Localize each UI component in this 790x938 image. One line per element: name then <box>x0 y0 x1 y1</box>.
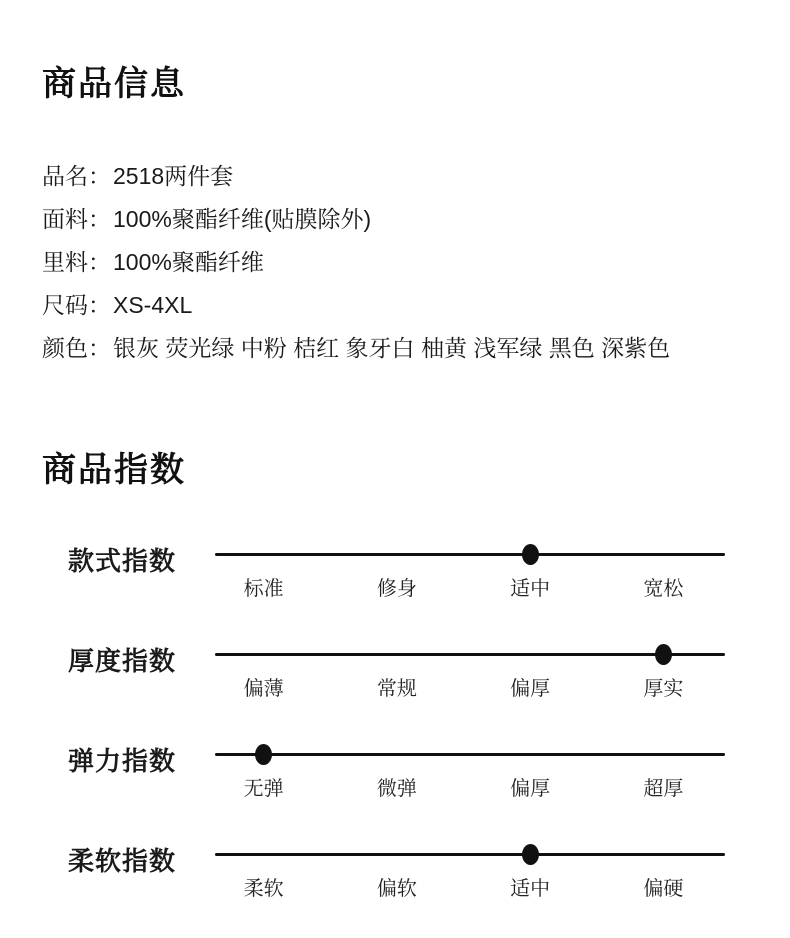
info-row-size <box>42 284 762 327</box>
slider-option: 宽松 <box>643 578 684 600</box>
slider-option: 偏薄 <box>243 678 284 700</box>
info-label: 品名： <box>42 163 111 189</box>
slider-option: 适中 <box>510 578 551 600</box>
slider-option: 适中 <box>510 878 551 900</box>
slider-option: 厚实 <box>643 678 684 700</box>
info-label: 颜色： <box>42 335 111 361</box>
slider-row-elasticity-index <box>0 705 790 805</box>
info-label: 面料： <box>42 206 111 232</box>
slider-options <box>197 772 730 801</box>
slider-option: 无弹 <box>243 778 284 800</box>
product-info-title: 商品信息 <box>42 65 186 103</box>
product-info-list <box>42 155 762 370</box>
info-label: 里料： <box>42 249 111 275</box>
info-label: 尺码： <box>42 292 111 318</box>
slider-option: 偏厚 <box>510 678 551 700</box>
slider-track <box>215 753 725 756</box>
slider-label: 弹力指数 <box>68 746 177 776</box>
slider-option: 标准 <box>243 578 284 600</box>
info-row-name <box>42 155 762 198</box>
slider-option: 常规 <box>376 678 417 700</box>
product-index-title: 商品指数 <box>42 451 186 489</box>
slider-dot-indicator <box>255 744 272 765</box>
slider-option: 柔软 <box>243 878 284 900</box>
slider-option: 修身 <box>376 578 417 600</box>
slider-options <box>197 572 730 601</box>
slider-option: 偏软 <box>376 878 417 900</box>
slider-label: 厚度指数 <box>68 646 177 676</box>
slider-track <box>215 653 725 656</box>
slider-option: 超厚 <box>643 778 684 800</box>
info-row-color <box>42 327 762 370</box>
info-row-lining <box>42 241 762 284</box>
slider-label: 款式指数 <box>68 546 177 576</box>
info-value: 2518两件套 <box>113 163 234 189</box>
info-value: 银灰 荧光绿 中粉 桔红 象牙白 柚黄 浅军绿 黑色 深紫色 <box>113 335 671 361</box>
slider-option: 微弹 <box>376 778 417 800</box>
info-value: 100%聚酯纤维 <box>113 249 264 275</box>
slider-dot-indicator <box>522 844 539 865</box>
slider-track <box>215 553 725 556</box>
slider-options <box>197 672 730 701</box>
slider-row-style-index <box>0 505 790 605</box>
info-value: XS-4XL <box>113 292 193 318</box>
slider-dot-indicator <box>655 644 672 665</box>
slider-label: 柔软指数 <box>68 846 177 876</box>
slider-options <box>197 872 730 901</box>
slider-option: 偏厚 <box>510 778 551 800</box>
info-row-fabric <box>42 198 762 241</box>
slider-dot-indicator <box>522 544 539 565</box>
slider-track <box>215 853 725 856</box>
slider-row-softness-index <box>0 805 790 905</box>
slider-option: 偏硬 <box>643 878 684 900</box>
info-value: 100%聚酯纤维(贴膜除外) <box>113 206 372 232</box>
slider-row-thickness-index <box>0 605 790 705</box>
